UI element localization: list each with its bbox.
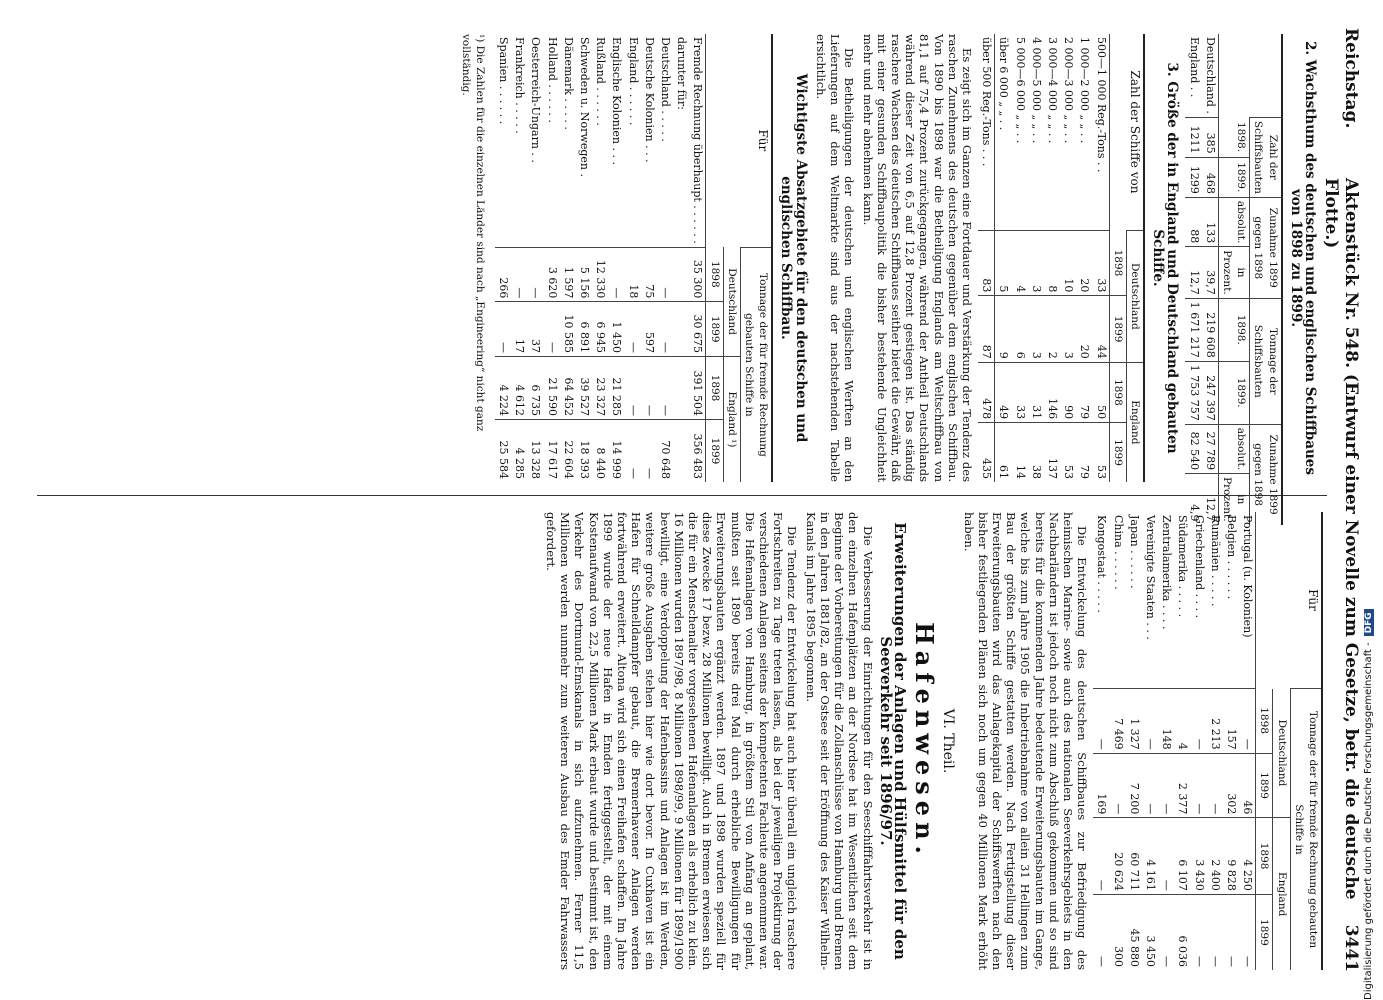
- cell: Deutschland . . . . .: [659, 37, 673, 142]
- cell: 88: [1185, 197, 1201, 246]
- cell: 45 880: [1126, 894, 1142, 970]
- cell: 5 000—6 000 „ „ . .: [1013, 37, 1027, 144]
- cell: 9: [995, 296, 1012, 362]
- cell: Spanien . . . . . .: [497, 37, 511, 125]
- cell: 79: [1076, 362, 1092, 422]
- paragraph: Die Tendenz der Entwickelung hat auch hier überall ein ungleich raschere Fortschreiten zu Tage treten lassen, als bei der jeweiligen Projektirung der verschiedenen Anlagen seitens der kompetenten Fachleute angenommen war. Die Hafenanlagen von Hamburg, in größtem Stil von Anfang an geplant, mußten seit 1890 bereits drei Mal durch erhebliche Bewilligungen für Erweiterungsbauten ergänzt werden. 1897 und 1898 wurden speziell für diese Zwecke 17 bezw. 28 Millionen bewilligt. Auch in Bremen erwiesen sich die für ein Menschenalter vorgesehenen Hafenanlagen als erheblich zu klein. 16 Millionen wurden 1897/98, 8 Millionen 1898/99, 9 Millionen für 1899/1900 bewilligt, eine Verdoppelung der Hafenbassins und Anlagen ist im Werden, weitere große Ausgaben stehen hier wie dort bevor. In Cuxhaven ist ein Hafen für Schnelldampfer gebaut, die Bremerhavener Anlagen werden fortwährend erweitert. Altona wird sich einen Freihafen schaffen. Im Jahre 1899 wurde der neue Hafen in Emden fertiggestellt, der mit einem Kostenaufwand von 22,5 Millionen Mark erbaut wurde und bestimmt ist, den Verkehr des Dortmund-Emskanals in sich aufzunehmen. Ferner 11,5 Millionen werden nunmehr zum weiteren Ausbau des Emder Fahrwassers gefordert.: [544, 512, 800, 970]
- cell: 39 527: [576, 357, 592, 420]
- cell: 247 397: [1202, 361, 1219, 424]
- th-fuer: Für: [756, 129, 771, 152]
- th-year: 1899: [1109, 423, 1126, 482]
- table-row: [1011, 34, 1027, 482]
- cell: 2 000—3 000 „ „ . .: [1062, 37, 1076, 144]
- cell: Portugal (u. Kolonien): [1241, 515, 1255, 638]
- table-export: [495, 34, 773, 482]
- th-de: Deutschland: [1126, 231, 1144, 363]
- th-absolut: absolut.: [1218, 424, 1249, 473]
- cell: 2 213: [1207, 689, 1223, 754]
- table-row: [1190, 512, 1206, 970]
- cell: 3 000—4 000 „ „ . .: [1045, 37, 1059, 144]
- chapter-title: Hafenwesen.: [910, 622, 940, 860]
- cell: Deutschland .: [1203, 37, 1217, 114]
- cell: —: [1190, 689, 1206, 754]
- cell: 4 000—5 000 „ „ . .: [1029, 37, 1043, 144]
- page-header: [1321, 28, 1361, 972]
- th-year: 1899: [1256, 894, 1273, 970]
- cell: 14: [1011, 423, 1027, 482]
- cell: 1 450: [608, 302, 624, 357]
- cell: 1 327: [1126, 689, 1142, 754]
- cell: Holland . . . . . .: [545, 37, 559, 123]
- part-title: VI. Theil.: [940, 708, 957, 774]
- cell: —: [1158, 894, 1174, 970]
- cell: 13 328: [527, 420, 543, 482]
- cell: 468: [1202, 157, 1219, 197]
- cell: 38: [1028, 423, 1044, 482]
- table-growth: [1185, 34, 1282, 525]
- cell: 23 327: [592, 357, 608, 420]
- cell: 18: [624, 247, 640, 302]
- table-row: [1142, 512, 1158, 970]
- table-total-row: [978, 34, 995, 482]
- cell: 435: [978, 423, 995, 482]
- cell: —: [1239, 894, 1256, 970]
- th-year: 1899: [1109, 296, 1126, 362]
- paragraph: Es zeigt sich im Ganzen eine Fortdauer und Verstärkung der Tendenz des raschen Zunehmens des deutschen gegenüber dem englischen Schiffbau. Von 1890 bis 1898 war die Betheiligung Englands am Weltschiffbau von 81,1 auf 75,4 Prozent zurückgegangen, während der Antheil Deutschlands während dieser Zeit von 6,5 auf 12,8 Prozent gestiegen ist. Das ständig raschere Wachsen des deutschen Schiffbaues seither bietet die Gewähr, daß mit einer gesunden Schiffbaupolitik die bisher bestehende Ungleichheit mehr und mehr abnehmen kann.: [860, 34, 974, 482]
- cell: 4: [1174, 689, 1190, 754]
- cell: 3: [1028, 231, 1044, 296]
- cell: 5 156: [576, 247, 592, 302]
- table-row: [995, 34, 1012, 482]
- cell: —: [1239, 689, 1256, 754]
- cell: 30 675: [689, 302, 706, 357]
- cell: —: [511, 247, 527, 302]
- cell: 44: [1092, 296, 1109, 362]
- cell: [673, 420, 689, 482]
- cell: 39,7: [1202, 247, 1219, 298]
- table-row: [1126, 512, 1142, 970]
- paragraph: Die Verbesserung der Einrichtungen für den Seeschifffahrtsverkehr ist in den einzelnen Hafenplätzen an der Nordsee hat im Wesentlichen seit dem Beginne der Vorbereitungen für die Zollanschlüsse von Hamburg und Bremen in den Jahren 1881/82, an der Ostsee seit der Eröffnung des Kaiser Wilhelm-Kanals im Jahre 1895 begonnen.: [803, 512, 875, 970]
- cell: Deutsche Kolonien . . .: [642, 37, 656, 163]
- th-ton: Tonnage der für fremde Rechnung gebauten Schiffe in: [740, 247, 772, 482]
- cell: 10 585: [560, 302, 576, 357]
- cell: 6 735: [527, 357, 543, 420]
- cell: 83: [978, 231, 995, 296]
- table-export-cont: [1093, 512, 1323, 970]
- th-year: 1898: [706, 357, 723, 420]
- cell: [673, 357, 689, 420]
- dfg-logo: DFG: [1364, 609, 1374, 636]
- th-absolut: absolut.: [1218, 197, 1249, 246]
- cell: —: [1093, 818, 1109, 894]
- cell: 8 440: [592, 420, 608, 482]
- cell: —: [1158, 818, 1174, 894]
- cell: [673, 247, 689, 302]
- cell: 75: [641, 247, 657, 302]
- cell: 31: [1028, 362, 1044, 422]
- th-year: 1898: [1256, 818, 1273, 894]
- cell: —: [624, 302, 640, 357]
- cell: 133: [1202, 197, 1219, 246]
- cell: 4: [1011, 231, 1027, 296]
- th-year: 1898: [1111, 249, 1124, 277]
- cell: 3: [1028, 296, 1044, 362]
- cell: Rußland . . . . . .: [594, 37, 608, 126]
- cell: 8: [1044, 231, 1060, 296]
- cell: —: [657, 302, 673, 357]
- table-row: [1028, 34, 1044, 482]
- cell: 10: [1060, 231, 1076, 296]
- th-prozent: in Prozent.: [1218, 474, 1249, 525]
- paragraph: Die Entwickelung des deutschen Schiffbaues zur Befriedigung des heimischen Marine- sowie auch des nationalen Seeverkehrsgebiets in den Nachbarländern ist jedoch noch nicht zum Abschluß gekommen und so sind bereits für die kommenden Jahre bedeutende Erweiterungsbauten im Gange, welche bis zum Jahre 1905 die Inbetriebnahme von allein 31 Hellingen zum Bau der größten Schiffe gestatten werden. Nach Fertigstellung dieser Erweiterungsbauten wird das Anlagekapital der Schiffswerften nach den bisher festliegenden Plänen sich noch um gegen 40 Millionen Mark erhöht haben.: [961, 512, 1090, 970]
- cell: 4 224: [495, 357, 511, 420]
- cell: darunter für:: [675, 37, 689, 110]
- cell: 169: [1093, 753, 1109, 818]
- cell: 4 161: [1142, 818, 1158, 894]
- cell: —: [1109, 753, 1125, 818]
- th-year: 1898: [1258, 707, 1271, 734]
- cell: Griechenland . . . .: [1192, 515, 1206, 619]
- table-row: [1092, 34, 1109, 482]
- cell: Englische Kolonien . . .: [610, 37, 624, 165]
- cell: —: [657, 247, 673, 302]
- cell: Fremde Rechnung überhaupt . . . . . .: [691, 37, 705, 244]
- section-3-title: 3. Größe der in England und Deutschland gebauten Schiffe.: [1150, 62, 1181, 454]
- cell: 6: [1011, 296, 1027, 362]
- table-row: [641, 34, 657, 482]
- th-year: 1899: [1256, 753, 1273, 818]
- table-row: [511, 34, 527, 482]
- cell: 12,7: [1202, 474, 1219, 525]
- table-row: [543, 34, 559, 482]
- cell: England . . . . . .: [626, 37, 640, 126]
- th-year: 1899: [706, 302, 723, 357]
- cell: 25 584: [495, 420, 511, 482]
- cell: 12 330: [592, 247, 608, 302]
- cell: 500—1 000 Reg.-Tons . .: [1094, 37, 1108, 173]
- cell: —: [495, 302, 511, 357]
- chapter-subtitle: Erweiterungen der Anlagen und Hülfsmittel für den Seeverkehr seit 1896/97.: [876, 522, 909, 960]
- cell: —: [1142, 689, 1158, 754]
- th-fuer: Für: [1306, 589, 1320, 611]
- cell: 7 469: [1109, 689, 1125, 754]
- th-year: 1899: [706, 420, 723, 482]
- cell: über 500 Reg.-Tons . . .: [980, 37, 994, 167]
- cell: 5: [995, 231, 1012, 296]
- th-year: 1899.: [1218, 157, 1249, 197]
- digitization-credit: [1363, 0, 1383, 1000]
- cell: 385: [1202, 117, 1219, 157]
- cell: Dänemark . . . . .: [561, 37, 575, 130]
- th-ships: Zahl der Schiffsbauten: [1250, 117, 1282, 197]
- table-row: [673, 34, 689, 482]
- cell: Vereinigte Staaten . . .: [1143, 515, 1157, 640]
- cell: 1211: [1185, 117, 1201, 157]
- cell: 87: [978, 296, 995, 362]
- cell: —: [624, 357, 640, 420]
- cell: 6 107: [1174, 818, 1190, 894]
- cell: 266: [495, 247, 511, 302]
- table-ship-size: [978, 34, 1145, 482]
- cell: 597: [641, 302, 657, 357]
- cell: 478: [978, 362, 995, 422]
- cell: —: [608, 247, 624, 302]
- cell: 20: [1076, 231, 1092, 296]
- cell: Schweden u. Norwegen .: [578, 37, 592, 177]
- cell: 82 540: [1185, 424, 1201, 473]
- header-left: Reichstag.: [1341, 28, 1361, 129]
- th-year: 1898.: [1218, 298, 1249, 361]
- table-row: [1202, 34, 1219, 525]
- table-row: [1239, 512, 1256, 970]
- cell: 50: [1092, 362, 1109, 422]
- cell: 4,9: [1185, 474, 1201, 525]
- cell: 20 624: [1109, 818, 1125, 894]
- footnote: ¹) Die Zahlen für die einzelnen Länder sind nach „Engineering“ nicht ganz vollständig.: [459, 34, 486, 432]
- cell: 356 483: [689, 420, 706, 482]
- cell: 20: [1076, 296, 1092, 362]
- table-row: [495, 34, 511, 482]
- cell: 46: [1239, 753, 1256, 818]
- cell: [673, 302, 689, 357]
- header-title: Aktenstück Nr. 548. (Entwurf einer Novelle zum Gesetze, betr. die deutsche Flotte.): [1321, 178, 1361, 900]
- table-row: [1223, 512, 1239, 970]
- th-year: 1898: [1109, 362, 1126, 422]
- section-2-title: 2. Wachsthum des deutschen und englischen Schiffbaues von 1898 zu 1899.: [1287, 41, 1318, 475]
- cell: 18 393: [576, 420, 592, 482]
- cell: 6 891: [576, 302, 592, 357]
- cell: 3 620: [543, 247, 559, 302]
- cell: 4 250: [1239, 818, 1256, 894]
- cell: —: [1093, 894, 1109, 970]
- cell: —: [657, 357, 673, 420]
- cell: 1 753 757: [1185, 361, 1201, 424]
- th-year: 1899.: [1218, 361, 1249, 424]
- cell: England . .: [1187, 37, 1201, 98]
- section-4-title: Wichtigste Absatzgebiete für den deutschen und englischen Schiffbau.: [778, 73, 809, 443]
- table-row: [560, 34, 576, 482]
- cell: über 6 000 „ „ . .: [997, 37, 1011, 131]
- th-en: England: [1126, 362, 1144, 482]
- credit-text: Digitalisierung gefördert durch die Deutsche Forschungsgemeinschaft -: [1363, 642, 1374, 1000]
- th-year: 1898: [708, 260, 721, 288]
- cell: China . . . . . .: [1111, 515, 1125, 590]
- cell: Oesterreich-Ungarn . .: [529, 37, 543, 163]
- cell: 6 945: [592, 302, 608, 357]
- right-column: [540, 512, 1323, 970]
- cell: —: [1190, 894, 1206, 970]
- th-label: Zahl der Schiffe von: [1127, 70, 1142, 194]
- cell: 3 430: [1190, 818, 1206, 894]
- cell: 1 000—2 000 „ „ . .: [1078, 37, 1092, 144]
- th-en: England: [1273, 818, 1290, 970]
- table-row: [1185, 34, 1201, 525]
- cell: 4 612: [511, 357, 527, 420]
- cell: 90: [1060, 362, 1076, 422]
- th-inc: Zunahme 1899 gegen 1898: [1250, 197, 1282, 298]
- cell: 49: [995, 362, 1012, 422]
- cell: 1299: [1185, 157, 1201, 197]
- cell: 1 671 217: [1185, 298, 1201, 361]
- cell: 60 711: [1126, 818, 1142, 894]
- th-ton: Tonnage der Schiffsbauten: [1250, 298, 1282, 424]
- cell: 9 828: [1223, 818, 1239, 894]
- cell: —: [1207, 753, 1223, 818]
- cell: Kongostaat . . . . .: [1095, 515, 1109, 613]
- cell: —: [624, 420, 640, 482]
- cell: 2: [1044, 296, 1060, 362]
- th-inc2: Zunahme 1899 gegen 1898: [1250, 424, 1282, 524]
- cell: 7 200: [1126, 753, 1142, 818]
- th-de: Deutschland: [1275, 719, 1288, 787]
- table-row: [1174, 512, 1190, 970]
- cell: 61: [995, 423, 1012, 482]
- cell: 3 450: [1142, 894, 1158, 970]
- table-row: [657, 34, 673, 482]
- cell: —: [641, 420, 657, 482]
- cell: 22 604: [560, 420, 576, 482]
- cell: 27 789: [1202, 424, 1219, 473]
- cell: 53: [1092, 423, 1109, 482]
- cell: 37: [527, 302, 543, 357]
- cell: 53: [1060, 423, 1076, 482]
- cell: 17: [511, 302, 527, 357]
- cell: 70 648: [657, 420, 673, 482]
- left-column: [458, 34, 1323, 522]
- cell: Zentralamerika . . . .: [1160, 515, 1174, 630]
- th-prozent: in Prozent.: [1218, 247, 1249, 298]
- cell: —: [1223, 894, 1239, 970]
- cell: —: [1093, 689, 1109, 754]
- cell: 4 285: [511, 420, 527, 482]
- cell: 391 504: [689, 357, 706, 420]
- cell: 79: [1076, 423, 1092, 482]
- cell: Belgien . . . . . .: [1224, 515, 1238, 600]
- table-row: [1093, 512, 1109, 970]
- th-de: Deutschland: [725, 268, 738, 335]
- cell: —: [527, 247, 543, 302]
- cell: 21 285: [608, 357, 624, 420]
- cell: —: [1158, 753, 1174, 818]
- cell: —: [1142, 753, 1158, 818]
- cell: 219 608: [1202, 298, 1219, 361]
- th-ton: Tonnage der für fremde Rechnung gebauten Schiffe in: [1290, 689, 1322, 971]
- cell: 2 377: [1174, 753, 1190, 818]
- cell: Rumänien . . . . .: [1208, 515, 1222, 607]
- cell: 300: [1109, 894, 1125, 970]
- cell: 35 300: [689, 247, 706, 302]
- table-row: [608, 34, 624, 482]
- cell: —: [1207, 894, 1223, 970]
- cell: 17 617: [543, 420, 559, 482]
- cell: —: [1190, 753, 1206, 818]
- column-divider: [37, 495, 1327, 496]
- table-row: [1158, 512, 1174, 970]
- cell: 3: [1060, 296, 1076, 362]
- paragraph: Die Betheiligungen der deutschen und englischen Werften an den Lieferungen auf dem Weltmarkte sind aus der nachstehenden Tabelle ersichtlich.: [813, 34, 857, 482]
- cell: 33: [1011, 362, 1027, 422]
- cell: 33: [1092, 231, 1109, 296]
- table-row: [527, 34, 543, 482]
- table-row: [1060, 34, 1076, 482]
- cell: 146: [1044, 362, 1060, 422]
- cell: Frankreich . . . . .: [513, 37, 527, 134]
- table-row: [592, 34, 608, 482]
- table-row: [689, 34, 706, 482]
- table-row: [1076, 34, 1092, 482]
- table-row: [1207, 512, 1223, 970]
- table-row: [624, 34, 640, 482]
- cell: Südamerika . . . . .: [1176, 515, 1190, 618]
- table-row: [576, 34, 592, 482]
- th-en: England ¹): [723, 357, 740, 483]
- cell: 14 999: [608, 420, 624, 482]
- cell: Japan . . . . . .: [1127, 515, 1141, 589]
- table-row: [1044, 34, 1060, 482]
- cell: —: [543, 302, 559, 357]
- cell: 64 452: [560, 357, 576, 420]
- table-row: [1109, 512, 1125, 970]
- page-number: 3441: [1341, 924, 1361, 972]
- cell: 137: [1044, 423, 1060, 482]
- cell: —: [641, 357, 657, 420]
- cell: 1 597: [560, 247, 576, 302]
- th-year: 1898.: [1235, 122, 1248, 153]
- cell: 21 590: [543, 357, 559, 420]
- cell: 302: [1223, 753, 1239, 818]
- cell: 12,7: [1185, 247, 1201, 298]
- cell: 6 036: [1174, 894, 1190, 970]
- cell: 157: [1223, 689, 1239, 754]
- cell: 148: [1158, 689, 1174, 754]
- cell: 2 400: [1207, 818, 1223, 894]
